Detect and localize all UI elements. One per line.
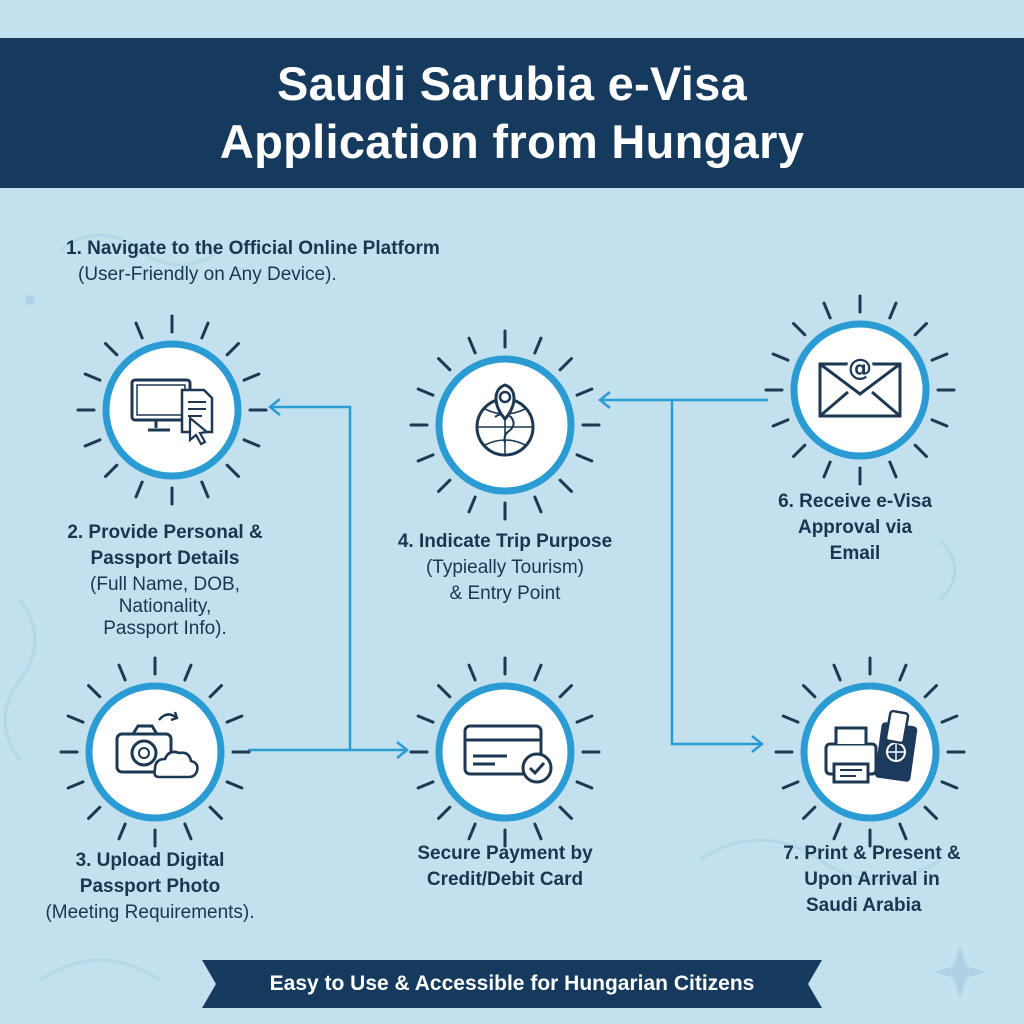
step-navigate-circle — [72, 310, 272, 510]
step-4-title: 4. Indicate Trip Purpose — [397, 531, 613, 552]
footer-label: Easy to Use & Accessible for Hungarian Citizens — [269, 972, 755, 995]
step-email-circle — [760, 290, 960, 490]
step-5-title-2: Credit/Debit Card — [426, 869, 584, 890]
connector-to-print — [672, 400, 760, 744]
step-2-text — [20, 520, 310, 642]
step-6-text — [720, 489, 990, 567]
step-print-circle — [770, 652, 970, 852]
printer-passport-icon — [770, 652, 970, 852]
step-3-title-2: Passport Photo — [79, 876, 221, 897]
title-line-2: Application from Hungary — [219, 115, 805, 168]
step-6-title-2: Approval via — [797, 517, 913, 538]
step-2-title-1: 2. Provide Personal & — [67, 522, 263, 543]
step-1-note: (User-Friendly on Any Device). — [78, 264, 337, 285]
step-2-note-2: Nationality, — [118, 596, 212, 617]
step-6-title-3: Email — [829, 543, 881, 564]
step-2-note-1: (Full Name, DOB, — [90, 574, 240, 595]
camera-cloud-icon — [55, 652, 255, 852]
credit-card-check-icon — [405, 652, 605, 852]
step-1-text — [66, 236, 536, 288]
title-line-1: Saudi Sarubia e-Visa — [276, 57, 748, 110]
step-7-title-2: Upon Arrival in — [804, 869, 940, 890]
step-purpose-circle — [405, 325, 605, 525]
step-payment-circle — [405, 652, 605, 852]
computer-document-icon — [72, 310, 272, 510]
step-7-text — [742, 841, 1002, 919]
step-1-title: 1. Navigate to the Official Online Platform — [66, 238, 440, 259]
globe-location-pin-icon — [405, 325, 605, 525]
step-7-title-1: 7. Print & Present & — [783, 843, 961, 864]
step-2-note-3: Passport Info). — [103, 618, 227, 639]
step-5-title-1: Secure Payment by — [417, 843, 593, 864]
step-3-note: (Meeting Requirements). — [45, 902, 255, 923]
step-4-text — [360, 529, 650, 607]
step-4-note-1: (Typieally Tourism) — [425, 557, 585, 578]
step-3-title-1: 3. Upload Digital — [75, 850, 225, 871]
step-upload-circle — [55, 652, 255, 852]
step-4-note-2: & Entry Point — [449, 583, 561, 604]
step-5-text — [360, 841, 650, 893]
step-6-title-1: 6. Receive e-Visa — [778, 491, 932, 512]
footer-ribbon — [202, 960, 822, 1008]
step-2-title-2: Passport Details — [90, 548, 240, 569]
email-envelope-icon — [760, 290, 960, 490]
svg-text:@: @ — [848, 354, 872, 382]
step-3-text — [0, 848, 300, 926]
step-7-title-3: Saudi Arabia — [806, 895, 922, 916]
